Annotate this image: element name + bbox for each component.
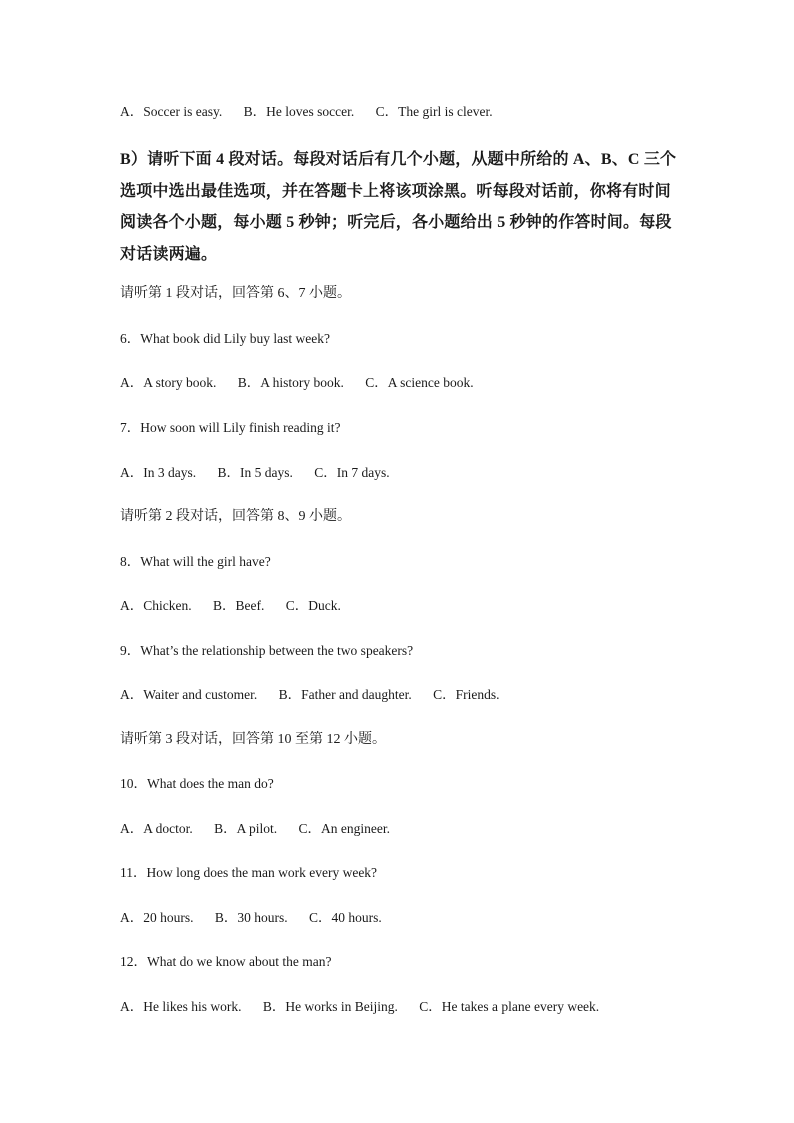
question-8-options (120, 597, 341, 615)
q5-options (120, 103, 493, 121)
option-c: C．An engineer. (298, 821, 390, 836)
option-a: A．He likes his work. (120, 999, 242, 1014)
option-b: B．A history book. (237, 375, 344, 390)
dialogue-1-instruction: 请听第 1 段对话，回答第 6、7 小题。 (120, 286, 351, 301)
option-c: C．40 hours. (309, 910, 382, 925)
option-a: A．Waiter and customer. (120, 687, 258, 702)
dialogue-2-instruction: 请听第 2 段对话，回答第 8、9 小题。 (120, 509, 351, 524)
option-b: B．He works in Beijing. (262, 999, 398, 1014)
question-12-options (120, 998, 599, 1016)
question-6: 6．What book did Lily buy last week? (120, 331, 330, 346)
question-8: 8．What will the girl have? (120, 554, 271, 569)
option-a: A．In 3 days. (120, 465, 197, 480)
dialogue-3-instruction: 请听第 3 段对话，回答第 10 至第 12 小题。 (120, 732, 386, 747)
option-c: C．The girl is clever. (375, 104, 493, 119)
question-11: 11．How long does the man work every week? (120, 865, 378, 880)
question-7-options (120, 464, 390, 482)
option-c: C．Duck. (285, 598, 341, 613)
option-b: B．Father and daughter. (278, 687, 412, 702)
question-10-options (120, 820, 390, 838)
option-c: C．A science book. (365, 375, 474, 390)
option-a: A．Chicken. (120, 598, 192, 613)
option-a: A．A doctor. (120, 821, 193, 836)
option-b: B．A pilot. (214, 821, 278, 836)
question-10: 10．What does the man do? (120, 776, 274, 791)
option-a: A．A story book. (120, 375, 217, 390)
option-c: C．He takes a plane every week. (419, 999, 600, 1014)
section-b-instructions: B）请听下面 4 段对话。每段对话后有几个小题，从题中所给的 A、B、C 三个选项中选出最佳选项，并在答题卡上将该项涂黑。听每段对话前，你将有时间阅读各个小题，每小题 5 秒钟；听完后，各小题给出 5 秒钟的作答时间。每段对话读两遍。 (120, 151, 677, 263)
option-b: B．Beef. (213, 598, 265, 613)
question-9: 9．What’s the relationship between the two speakers? (120, 643, 414, 658)
question-6-options (120, 374, 474, 392)
option-a: A．Soccer is easy. (120, 104, 223, 119)
option-b: B．He loves soccer. (243, 104, 355, 119)
option-b: B．30 hours. (214, 910, 288, 925)
option-b: B．In 5 days. (217, 465, 293, 480)
question-11-options (120, 909, 382, 927)
option-c: C．Friends. (433, 687, 500, 702)
option-a: A．20 hours. (120, 910, 194, 925)
option-c: C．In 7 days. (314, 465, 390, 480)
question-7: 7．How soon will Lily finish reading it? (120, 420, 341, 435)
question-9-options (120, 686, 500, 704)
question-12: 12．What do we know about the man? (120, 954, 332, 969)
